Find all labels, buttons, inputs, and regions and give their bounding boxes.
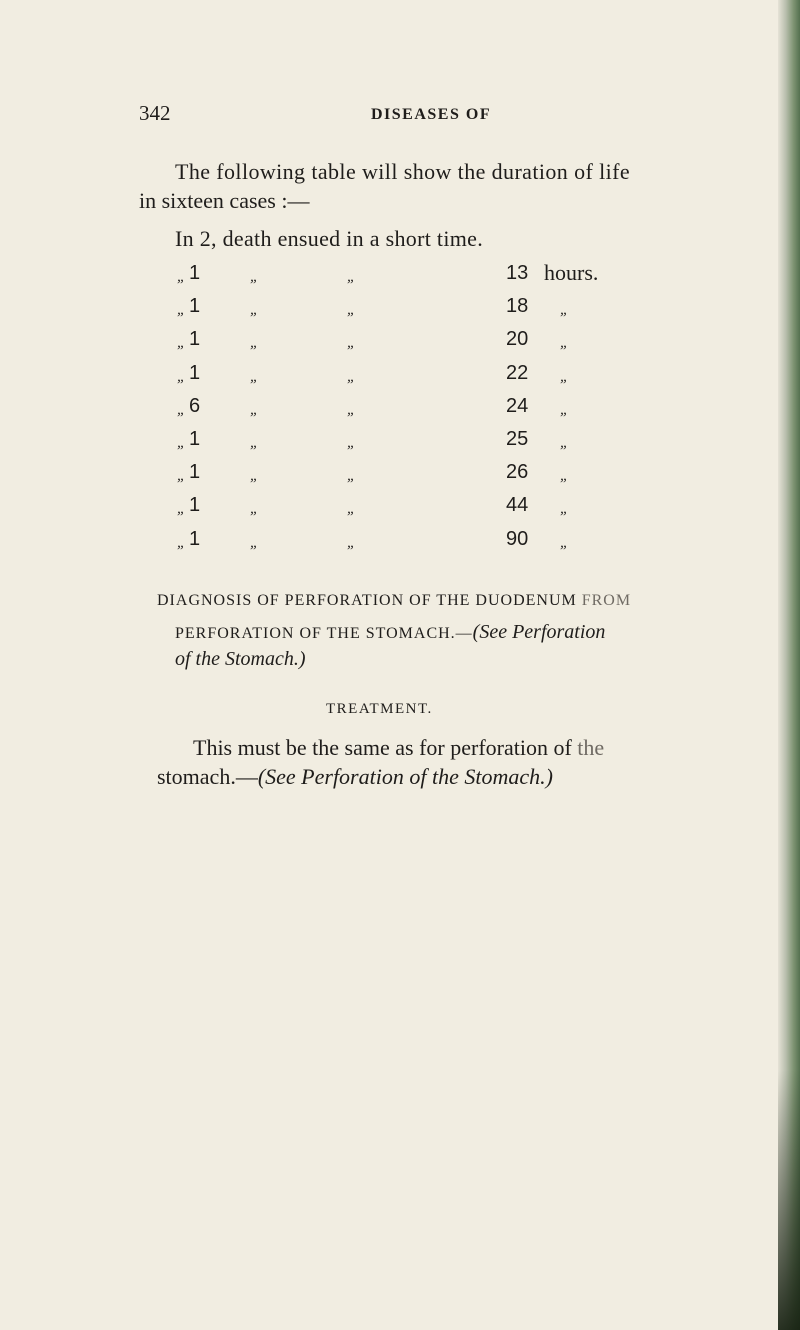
table-row [0,428,800,458]
ditto-mark: „ [250,468,259,485]
case-count: 1 [189,428,201,450]
intro-line-1: The following table will show the duration of life [175,159,631,184]
ditto-mark: „ [347,534,356,551]
ditto-mark: „ [250,501,259,518]
ditto-mark: „ [250,368,259,385]
ditto-mark: „ [177,534,186,551]
duration-unit: „ [560,534,569,551]
case-count: 1 [189,461,201,484]
ditto-mark: „ [347,468,356,485]
duration-unit: „ [560,435,569,451]
duration-unit: „ [560,368,569,385]
duration-unit: „ [560,335,569,352]
duration-unit: hours. [544,260,599,285]
ditto-mark: „ [177,435,186,451]
ditto-mark: „ [347,335,356,352]
ditto-mark: „ [347,269,356,285]
page-edge-shadow [778,0,800,1330]
case-count: 1 [189,328,201,351]
table-row [0,461,800,491]
treatment-line-2 [157,762,553,791]
diagnosis-heading-line-1 [157,592,631,610]
ditto-mark: „ [347,435,356,451]
ditto-mark: „ [250,335,259,352]
table-row [0,328,800,358]
duration-unit: „ [560,401,569,418]
treatment-crossref: (See Perforation of the Stomach.) [257,764,553,789]
case-count: 1 [189,262,201,284]
page-header [139,101,739,131]
duration-hours: 24 [506,394,529,417]
duration-hours: 13 [506,262,529,284]
duration-hours: 90 [506,527,529,550]
duration-hours: 26 [506,461,529,484]
ditto-mark: „ [177,269,186,285]
ditto-mark: „ [177,335,186,352]
duration-unit: „ [560,468,569,485]
ditto-mark: „ [177,401,186,418]
ditto-mark: „ [177,501,186,518]
diagnosis-heading-stomach: PERFORATION OF THE STOMACH.— [175,625,473,642]
ditto-mark: „ [347,302,356,319]
treatment-text-tail: the [577,735,605,760]
ditto-mark: „ [347,501,356,518]
table-row [0,528,800,558]
table-row [0,395,800,425]
treatment-line-1 [193,733,604,762]
table-row [0,362,800,392]
table-row [0,262,800,292]
diagnosis-heading-line-2 [175,621,605,644]
duration-hours: 44 [506,494,529,517]
running-head: DISEASES OF [371,106,492,123]
case-count: 1 [189,361,201,384]
page-number: 342 [139,101,171,125]
ditto-mark: „ [347,368,356,385]
case-count: 1 [189,494,201,517]
table-row [0,494,800,524]
treatment-heading: TREATMENT. [326,701,433,717]
diagnosis-crossref: (See Perforation [472,621,606,643]
table-first-row: In 2, death ensued in a short time. [175,226,484,251]
duration-hours: 22 [506,361,529,384]
ditto-mark: „ [177,468,186,485]
ditto-mark: „ [177,302,186,319]
duration-hours: 25 [506,428,529,450]
ditto-mark: „ [177,368,186,385]
intro-line-2: in sixteen cases :— [139,188,310,213]
diagnosis-heading-tail: FROM [581,592,632,609]
duration-unit: „ [560,501,569,518]
treatment-text-stomach: stomach.— [157,764,258,789]
case-count: 1 [189,527,201,550]
case-count: 6 [189,394,201,417]
duration-hours: 18 [506,295,529,318]
duration-hours: 20 [506,328,529,351]
diagnosis-heading-main: DIAGNOSIS OF PERFORATION OF THE DUODENUM [157,592,577,609]
ditto-mark: „ [250,401,259,418]
ditto-mark: „ [347,401,356,418]
ditto-mark: „ [250,534,259,551]
table-row [0,295,800,325]
diagnosis-crossref-continued: of the Stomach.) [175,648,306,670]
ditto-mark: „ [250,435,259,451]
duration-unit: „ [560,302,569,319]
ditto-mark: „ [250,302,259,319]
case-count: 1 [189,295,201,318]
treatment-text: This must be the same as for perforation of [193,735,572,760]
ditto-mark: „ [250,269,259,285]
